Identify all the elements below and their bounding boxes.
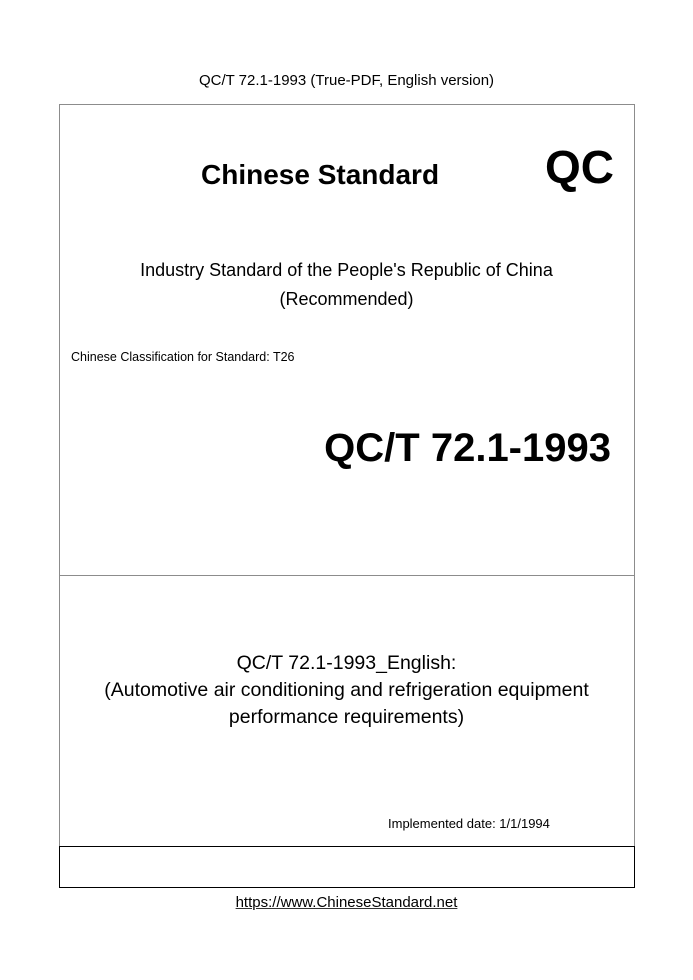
standard-title: Chinese Standard: [201, 159, 440, 190]
cover-bottom-box: [59, 846, 635, 888]
standard-code-badge: QC: [545, 141, 614, 193]
english-title-line: performance requirements): [228, 706, 465, 728]
industry-standard-line: Industry Standard of the People's Republic of China: [140, 260, 553, 280]
english-title-line: QC/T 72.1-1993_English:: [236, 652, 457, 674]
page-header: QC/T 72.1-1993 (True-PDF, English version): [198, 72, 495, 89]
implemented-date: Implemented date: 1/1/1994: [388, 816, 550, 831]
classification-label: Chinese Classification for Standard: T26: [71, 350, 295, 364]
website-link[interactable]: https://www.ChineseStandard.net: [235, 894, 458, 911]
recommended-label: (Recommended): [279, 289, 414, 309]
standard-number: QC/T 72.1-1993: [324, 426, 611, 470]
english-title-line: (Automotive air conditioning and refrigeration equipment: [104, 679, 589, 701]
footer: [0, 894, 693, 912]
